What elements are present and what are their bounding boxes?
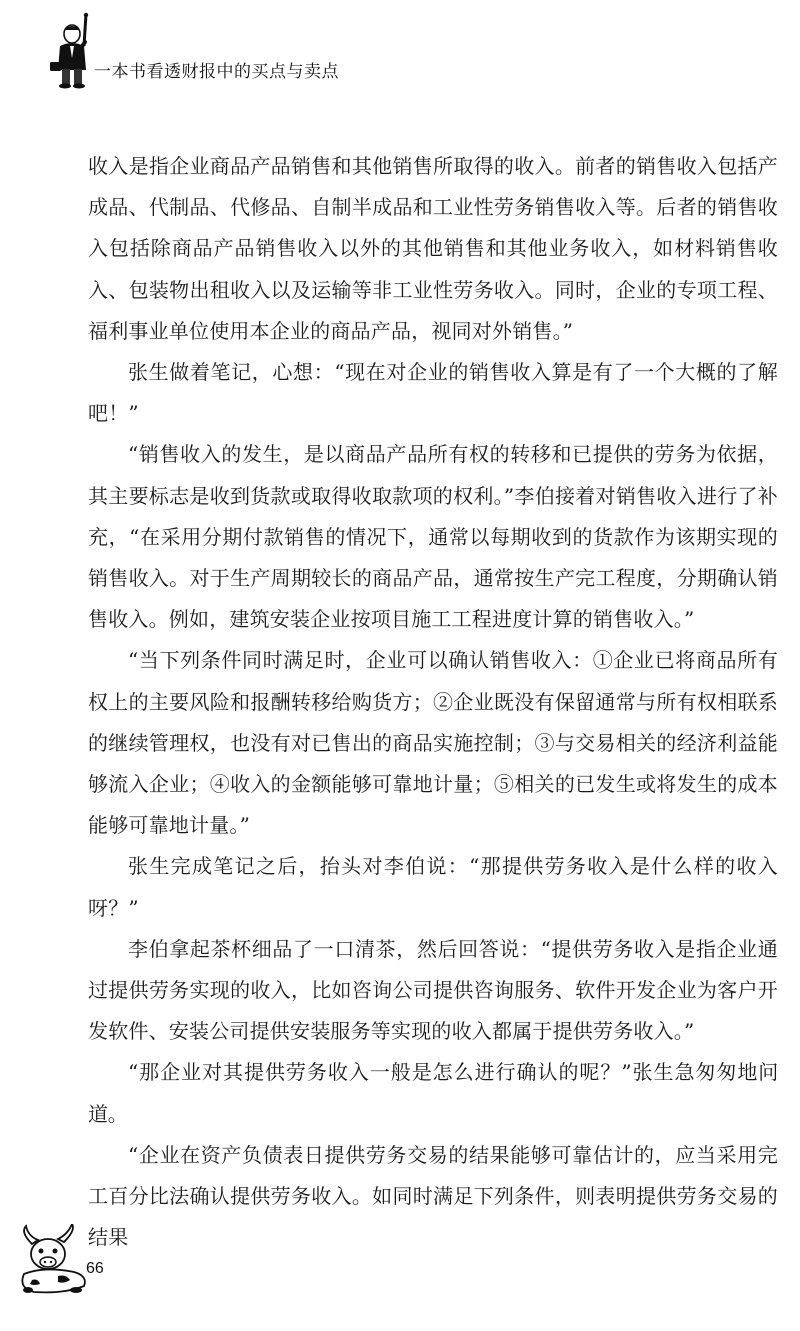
page-footer xyxy=(0,1210,800,1330)
paragraph: 收入是指企业商品产品销售和其他销售所取得的收入。前者的销售收入包括产成品、代制品、代修品、自制半成品和工业性劳务销售收入等。后者的销售收入包括除商品产品销售收入以外的其他销售和其他业务收入，如材料销售收入、包装物出租收入以及运输等非工业性劳务收入。同时，企业的专项工程、福利事业单位使用本企业的商品产品，视同对外销售。” xyxy=(88,154,778,343)
businessman-mascot-icon xyxy=(48,12,100,90)
paragraph: “销售收入的发生，是以商品产品所有权的转移和已提供的劳务为依据，其主要标志是收到货款或取得收取款项的权利。”李伯接着对销售收入进行了补充，“在采用分期付款销售的情况下，通常以每期收到的货款作为该期实现的销售收入。对于生产周期较长的商品产品，通常按生产完工程度，分期确认销售收入。例如，建筑安装企业按项目施工工程进度计算的销售收入。” xyxy=(88,442,778,632)
page-number: 66 xyxy=(86,1260,104,1277)
paragraph: 李伯拿起茶杯细品了一口清茶，然后回答说：“提供劳务收入是指企业通过提供劳务实现的收入，比如咨询公司提供咨询服务、软件开发企业为客户开发软件、安装公司提供安装服务等实现的收入都属于提供劳务收入。” xyxy=(88,936,778,1044)
body-text xyxy=(88,146,778,1258)
page-header xyxy=(0,0,800,100)
paragraph: “那企业对其提供劳务收入一般是怎么进行确认的呢？”张生急匆匆地问道。 xyxy=(88,1060,778,1126)
paragraph: 张生完成笔记之后，抬头对李伯说：“那提供劳务收入是什么样的收入呀？” xyxy=(88,854,778,920)
bull-mascot-icon xyxy=(14,1224,92,1300)
paragraph: “企业在资产负债表日提供劳务交易的结果能够可靠估计的，应当采用完工百分比法确认提供劳务收入。如同时满足下列条件，则表明提供劳务交易的结果 xyxy=(88,1142,778,1250)
running-title: 一本书看透财报中的买点与卖点 xyxy=(94,62,339,82)
paragraph: 张生做着笔记，心想：“现在对企业的销售收入算是有了一个大概的了解吧！” xyxy=(88,360,778,426)
paragraph: “当下列条件同时满足时，企业可以确认销售收入：①企业已将商品所有权上的主要风险和报酬转移给购货方；②企业既没有保留通常与所有权相联系的继续管理权，也没有对已售出的商品实施控制；③与交易相关的经济利益能够流入企业；④收入的金额能够可靠地计量；⑤相关的已发生或将发生的成本能够可靠地计量。” xyxy=(88,648,778,838)
